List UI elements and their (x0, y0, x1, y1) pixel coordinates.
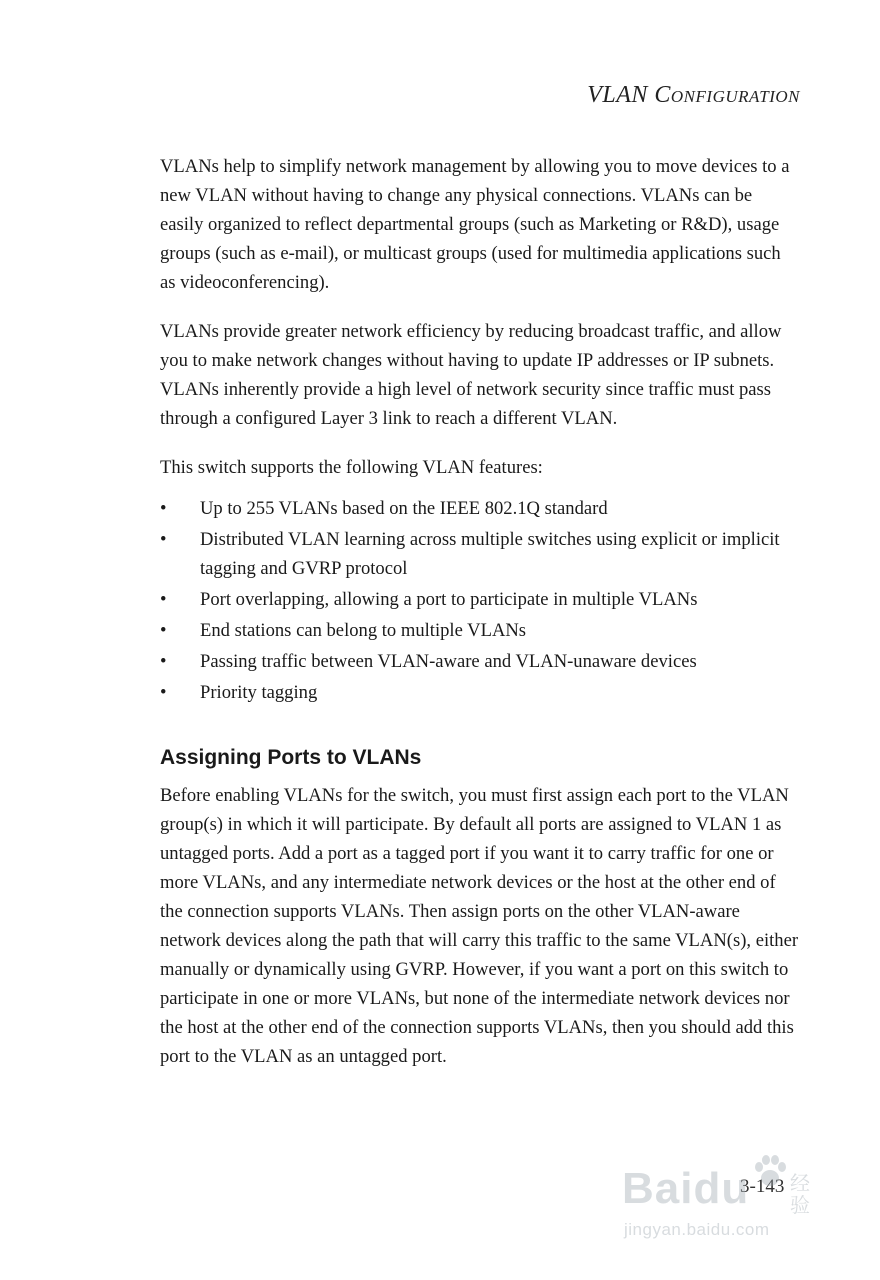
header-title-rest: ONFIGURATION (670, 87, 800, 106)
list-item (160, 494, 800, 523)
list-item (160, 616, 800, 645)
list-item (160, 647, 800, 676)
feature-text: Up to 255 VLANs based on the IEEE 802.1Q standard (200, 498, 608, 519)
baidu-watermark (622, 1150, 832, 1250)
page-number: 3-143 (740, 1176, 785, 1197)
efficiency-paragraph: VLANs provide greater network efficiency by reducing broadcast traffic, and allow you to make network changes without having to update IP addresses or IP subnets. VLANs inherently provide a high level of network security since traffic must pass through a configured Layer 3 link to reach a different VLAN. (160, 321, 782, 429)
section-body: Before enabling VLANs for the switch, you must first assign each port to the VLAN group(s) in which it will participate. By default all ports are assigned to VLAN 1 as untagged ports. Add a port as a tagged port if you want it to carry traffic for one or more VLANs, and any intermediate network devices or the host at the other end of the connection supports VLANs. Then assign ports on the other VLAN-aware network devices along the path that will carry this traffic to the same VLAN(s), either manually or dynamically using GVRP. However, if you want a port on this switch to participate in one or more VLANs, but none of the intermediate network devices nor the host at the other end of the connection supports VLANs, then you should add this port to the VLAN as an untagged port. (160, 785, 799, 1067)
intro-paragraph: VLANs help to simplify network management by allowing you to move devices to a new VLAN without having to change any physical connections. VLANs can be easily organized to reflect departmental groups (such as Marketing or R&D), usage groups (such as e-mail), or multicast groups (used for multimedia applications such as videoconferencing). (160, 156, 790, 293)
feature-text: Port overlapping, allowing a port to participate in multiple VLANs (200, 589, 698, 610)
watermark-url: jingyan.baidu.com (624, 1220, 770, 1239)
features-intro: This switch supports the following VLAN features: (160, 457, 543, 478)
header-title-first: VLAN (587, 82, 648, 108)
header-title-cap: C (654, 82, 671, 108)
feature-text: Priority tagging (200, 682, 318, 703)
list-item (160, 585, 800, 614)
bullet-icon: • (160, 620, 167, 641)
running-header (587, 82, 800, 109)
bullet-icon: • (160, 498, 167, 519)
page-content (160, 152, 800, 1071)
feature-text: Distributed VLAN learning across multiple switches using explicit or implicit tagging and GVRP protocol (200, 529, 780, 579)
feature-list (160, 494, 800, 707)
bullet-icon: • (160, 682, 167, 703)
list-item (160, 525, 800, 583)
bullet-icon: • (160, 589, 167, 610)
watermark-logo-text: Baidu (622, 1164, 750, 1213)
paw-icon (750, 1152, 790, 1192)
feature-text: Passing traffic between VLAN-aware and VLAN-unaware devices (200, 651, 697, 672)
section-heading: Assigning Ports to VLANs (160, 746, 422, 769)
list-item (160, 678, 800, 707)
watermark-cn-text: 经验 (790, 1171, 810, 1217)
feature-text: End stations can belong to multiple VLANs (200, 620, 527, 641)
bullet-icon: • (160, 651, 167, 672)
bullet-icon: • (160, 529, 167, 550)
